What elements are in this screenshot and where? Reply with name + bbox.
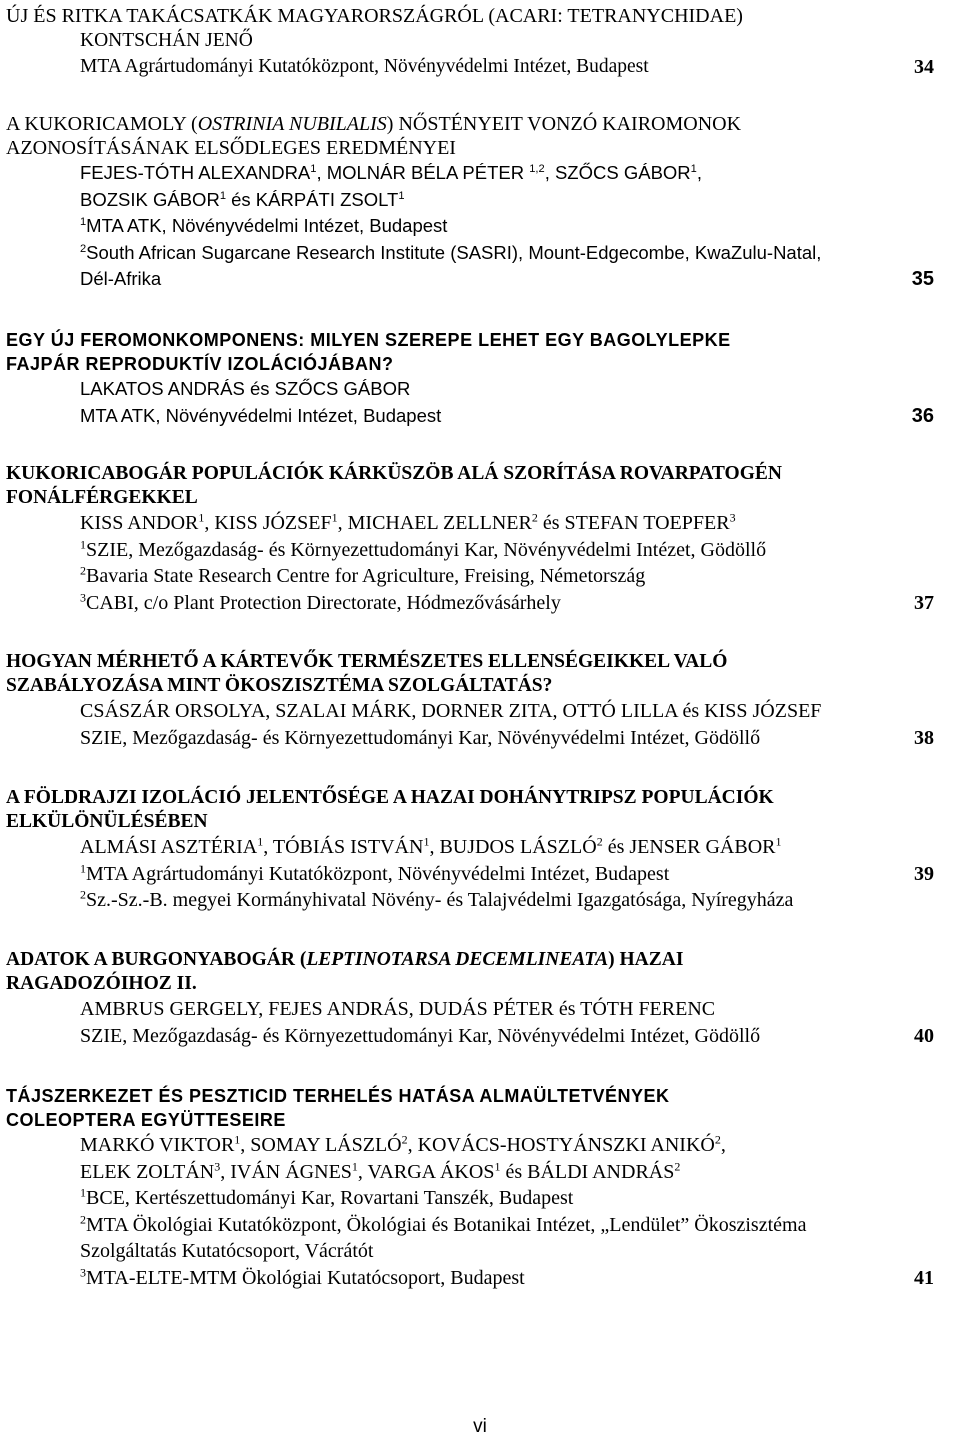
page-number: 39 <box>914 862 934 885</box>
entry-authors: MARKÓ VIKTOR$^1$, SOMAY LÁSZLÓ$^2$, KOVÁCS-HOSTYÁNSZKI ANIKÓ$^2$, <box>80 1132 726 1156</box>
entry-affiliation: SZIE, Mezőgazdaság- és Környezettudományi Kar, Növényvédelmi Intézet, Gödöllő 38 <box>6 725 956 752</box>
page-number: 38 <box>914 726 934 749</box>
entry-title: A FÖLDRAJZI IZOLÁCIÓ JELENTŐSÉGE A HAZAI DOHÁNYTRIPSZ POPULÁCIÓK <box>6 787 774 808</box>
entry-affiliation: $^2$Bavaria State Research Centre for Agriculture, Freising, Németország <box>80 563 646 587</box>
entry-authors: ALMÁSI ASZTÉRIA$^1$, TÓBIÁS ISTVÁN$^1$, BUJDOS LÁSZLÓ$^2$ és JENSER GÁBOR$^1$ <box>80 834 782 858</box>
entry-affiliation: Dél-Afrika 35 <box>6 266 956 293</box>
entry-affiliation: SZIE, Mezőgazdaság- és Környezettudományi Kar, Növényvédelmi Intézet, Gödöllő 40 <box>6 1023 956 1050</box>
page-number: 35 <box>911 268 934 290</box>
entry-title: HOGYAN MÉRHETŐ A KÁRTEVŐK TERMÉSZETES ELLENSÉGEIKKEL VALÓ <box>6 651 728 672</box>
entry-title: TÁJSZERKEZET ÉS PESZTICID TERHELÉS HATÁSA ALMAÜLTETVÉNYEK <box>6 1086 670 1106</box>
toc-entry <box>6 1084 956 1291</box>
entry-title: FAJPÁR REPRODUKTÍV IZOLÁCIÓJÁBAN? <box>6 354 394 374</box>
page-footer-number: vi <box>473 1416 487 1437</box>
entry-affiliation: $^1$MTA Agrártudományi Kutatóközpont, Növényvédelmi Intézet, Budapest 39 <box>6 861 956 888</box>
toc-entry <box>6 786 956 914</box>
page-number: 37 <box>914 591 934 614</box>
entry-title: FONÁLFÉRGEKKEL <box>6 487 198 508</box>
entry-title: AZONOSÍTÁSÁNAK ELSŐDLEGES EREDMÉNYEI <box>6 137 456 159</box>
entry-affiliation: MTA Agrártudományi Kutatóközpont, Növényvédelmi Intézet, Budapest 34 <box>80 56 934 78</box>
toc-entry <box>6 4 956 80</box>
entry-title: A KUKORICAMOLY (OSTRINIA NUBILALIS) NŐSTÉNYEIT VONZÓ KAIROMONOK <box>6 113 742 135</box>
entry-authors: AMBRUS GERGELY, FEJES ANDRÁS, DUDÁS PÉTER és TÓTH FERENC <box>80 998 716 1020</box>
entry-affiliation: $^3$MTA-ELTE-MTM Ökológiai Kutatócsoport, Budapest 41 <box>6 1265 956 1292</box>
entry-affiliation: MTA ATK, Növényvédelmi Intézet, Budapest 36 <box>6 403 956 430</box>
entry-authors: CSÁSZÁR ORSOLYA, SZALAI MÁRK, DORNER ZITA, OTTÓ LILLA és KISS JÓZSEF <box>80 700 822 722</box>
toc-entry <box>6 462 956 616</box>
entry-authors: KONTSCHÁN JENŐ <box>80 30 253 51</box>
entry-authors: LAKATOS ANDRÁS és SZŐCS GÁBOR <box>80 378 411 399</box>
entry-title: RAGADOZÓIHOZ II. <box>6 973 197 994</box>
page-number: 34 <box>914 56 934 78</box>
entry-affiliation: $^1$SZIE, Mezőgazdaság- és Környezettudományi Kar, Növényvédelmi Intézet, Gödöllő <box>80 536 767 561</box>
entry-title: ÚJ ÉS RITKA TAKÁCSATKÁK MAGYARORSZÁGRÓL (ACARI: TETRANYCHIDAE) <box>6 5 743 27</box>
entry-affiliation: $^1$MTA ATK, Növényvédelmi Intézet, Budapest <box>80 215 448 236</box>
entry-title: SZABÁLYOZÁSA MINT ÖKOSZISZTÉMA SZOLGÁLTATÁS? <box>6 675 553 696</box>
entry-affiliation: $^2$South African Sugarcane Research Institute (SASRI), Mount-Edgecombe, KwaZulu-Natal, <box>80 241 822 263</box>
entry-authors: BOZSIK GÁBOR$^1$ és KÁRPÁTI ZSOLT$^1$ <box>80 188 405 210</box>
entry-title: KUKORICABOGÁR POPULÁCIÓK KÁRKÜSZÖB ALÁ SZORÍTÁSA ROVARPATOGÉN <box>6 463 782 484</box>
entry-title: COLEOPTERA EGYÜTTESEIRE <box>6 1110 286 1130</box>
entry-authors: ELEK ZOLTÁN$^3$, IVÁN ÁGNES$^1$, VARGA ÁKOS$^1$ és BÁLDI ANDRÁS$^2$ <box>80 1158 681 1183</box>
page-number: 36 <box>911 404 934 427</box>
entry-title: EGY ÚJ FEROMONKOMPONENS: MILYEN SZEREPE LEHET EGY BAGOLYLEPKE <box>6 330 731 350</box>
toc-entry <box>6 112 956 293</box>
toc-entry <box>6 328 956 429</box>
entry-title: ADATOK A BURGONYABOGÁR (LEPTINOTARSA DECEMLINEATA) HAZAI <box>6 949 684 970</box>
entry-authors: KISS ANDOR$^1$, KISS JÓZSEF$^1$, MICHAEL ZELLNER$^2$ és STEFAN TOEPFER$^3$ <box>80 510 736 534</box>
toc-entry <box>6 650 956 751</box>
entry-authors: FEJES-TÓTH ALEXANDRA$^1$, MOLNÁR BÉLA PÉTER $^{1,2}$, SZŐCS GÁBOR$^1$, <box>80 162 702 183</box>
entry-affiliation: Szolgáltatás Kutatócsoport, Vácrátót <box>80 1240 374 1262</box>
page-number: 41 <box>914 1266 934 1289</box>
entry-affiliation: $^3$CABI, c/o Plant Protection Directorate, Hódmezővásárhely 37 <box>6 590 956 617</box>
entry-affiliation: $^2$Sz.-Sz.-B. megyei Kormányhivatal Növény- és Talajvédelmi Igazgatósága, Nyíregyháza <box>80 887 794 911</box>
entry-affiliation: $^1$BCE, Kertészettudományi Kar, Rovartani Tanszék, Budapest <box>80 1185 574 1209</box>
toc-entry <box>6 948 956 1049</box>
entry-title: ELKÜLÖNÜLÉSÉBEN <box>6 811 208 832</box>
page-number: 40 <box>914 1024 934 1047</box>
entry-affiliation: $^2$MTA Ökológiai Kutatóközpont, Ökológiai és Botanikai Intézet, „Lendület” Ökoszisztéma <box>80 1211 807 1236</box>
